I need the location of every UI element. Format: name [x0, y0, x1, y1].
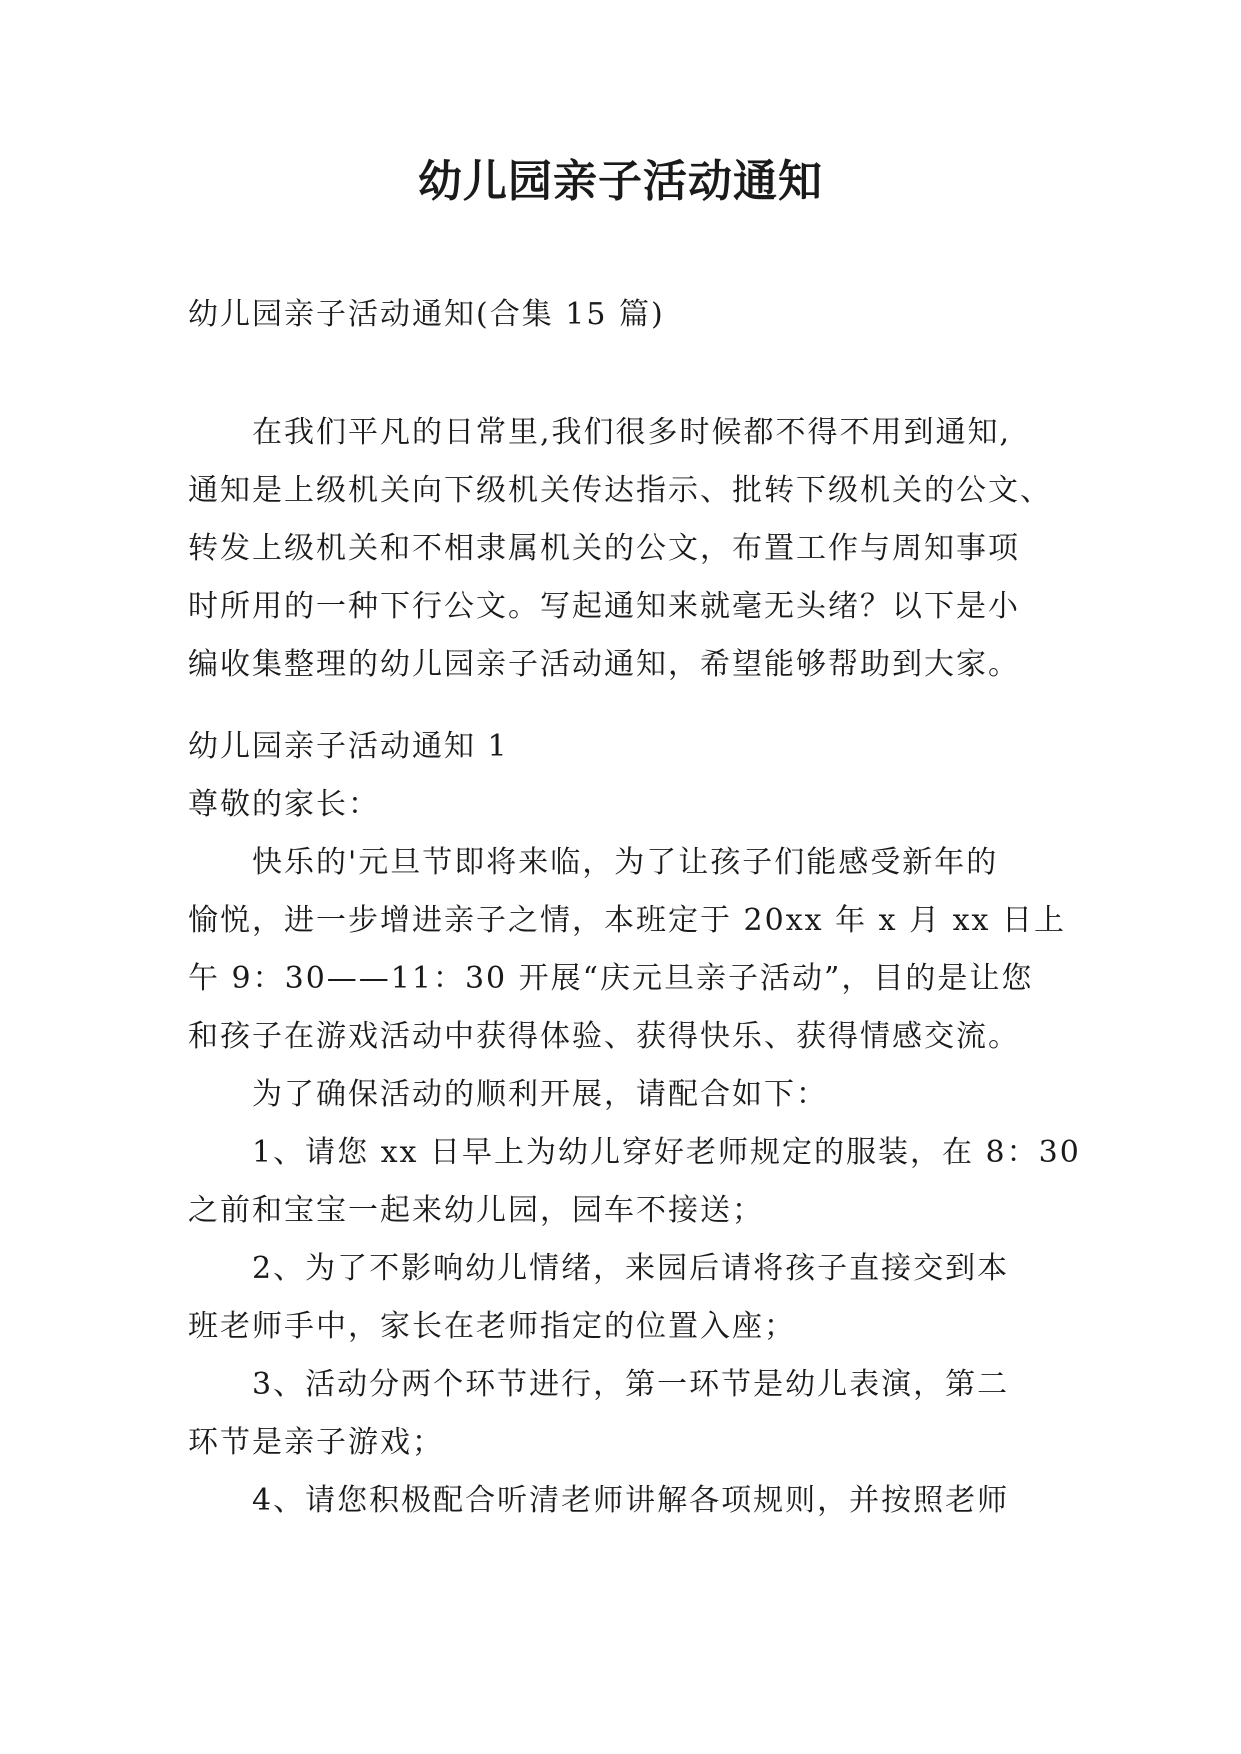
section-line: 为了确保活动的顺利开展，请配合如下：: [252, 1077, 828, 1112]
section-line: 和孩子在游戏活动中获得体验、获得快乐、获得情感交流。: [188, 1019, 1020, 1054]
list-item-1-cont: 之前和宝宝一起来幼儿园，园车不接送；: [188, 1193, 764, 1228]
document-title: 幼儿园亲子活动通知: [418, 156, 823, 207]
list-item-4: 4、请您积极配合听清老师讲解各项规则，并按照老师: [252, 1483, 1010, 1518]
list-item-3-cont: 环节是亲子游戏；: [188, 1425, 444, 1460]
section-greeting: 尊敬的家长：: [188, 787, 380, 822]
intro-line: 通知是上级机关向下级机关传达指示、批转下级机关的公文、: [188, 473, 1052, 508]
intro-line: 转发上级机关和不相隶属机关的公文，布置工作与周知事项: [188, 531, 1020, 566]
section-line: 快乐的'元旦节即将来临，为了让孩子们能感受新年的: [252, 845, 999, 880]
list-item-2: 2、为了不影响幼儿情绪，来园后请将孩子直接交到本: [252, 1251, 1010, 1286]
section-line: 愉悦，进一步增进亲子之情，本班定于 20xx 年 x 月 xx 日上: [188, 903, 1066, 938]
section-heading: 幼儿园亲子活动通知 1: [188, 729, 509, 764]
intro-paragraph: [188, 404, 1058, 694]
intro-line: 时所用的一种下行公文。写起通知来就毫无头绪？以下是小: [188, 589, 1020, 624]
document-subtitle: [188, 286, 1058, 344]
list-item-2-cont: 班老师手中，家长在老师指定的位置入座；: [188, 1309, 796, 1344]
list-item-3: 3、活动分两个环节进行，第一环节是幼儿表演，第二: [252, 1367, 1010, 1402]
section-line: 午 9：30——11：30 开展“庆元旦亲子活动”，目的是让您: [188, 961, 1034, 996]
intro-line: 在我们平凡的日常里,我们很多时候都不得不用到通知,: [252, 415, 1012, 450]
section-1: [188, 718, 1081, 1530]
subtitle-text: 幼儿园亲子活动通知(合集 15 篇): [188, 297, 665, 332]
list-item-1: 1、请您 xx 日早上为幼儿穿好老师规定的服装，在 8：30: [252, 1135, 1081, 1170]
intro-line: 编收集整理的幼儿园亲子活动通知，希望能够帮助到大家。: [188, 647, 1020, 682]
